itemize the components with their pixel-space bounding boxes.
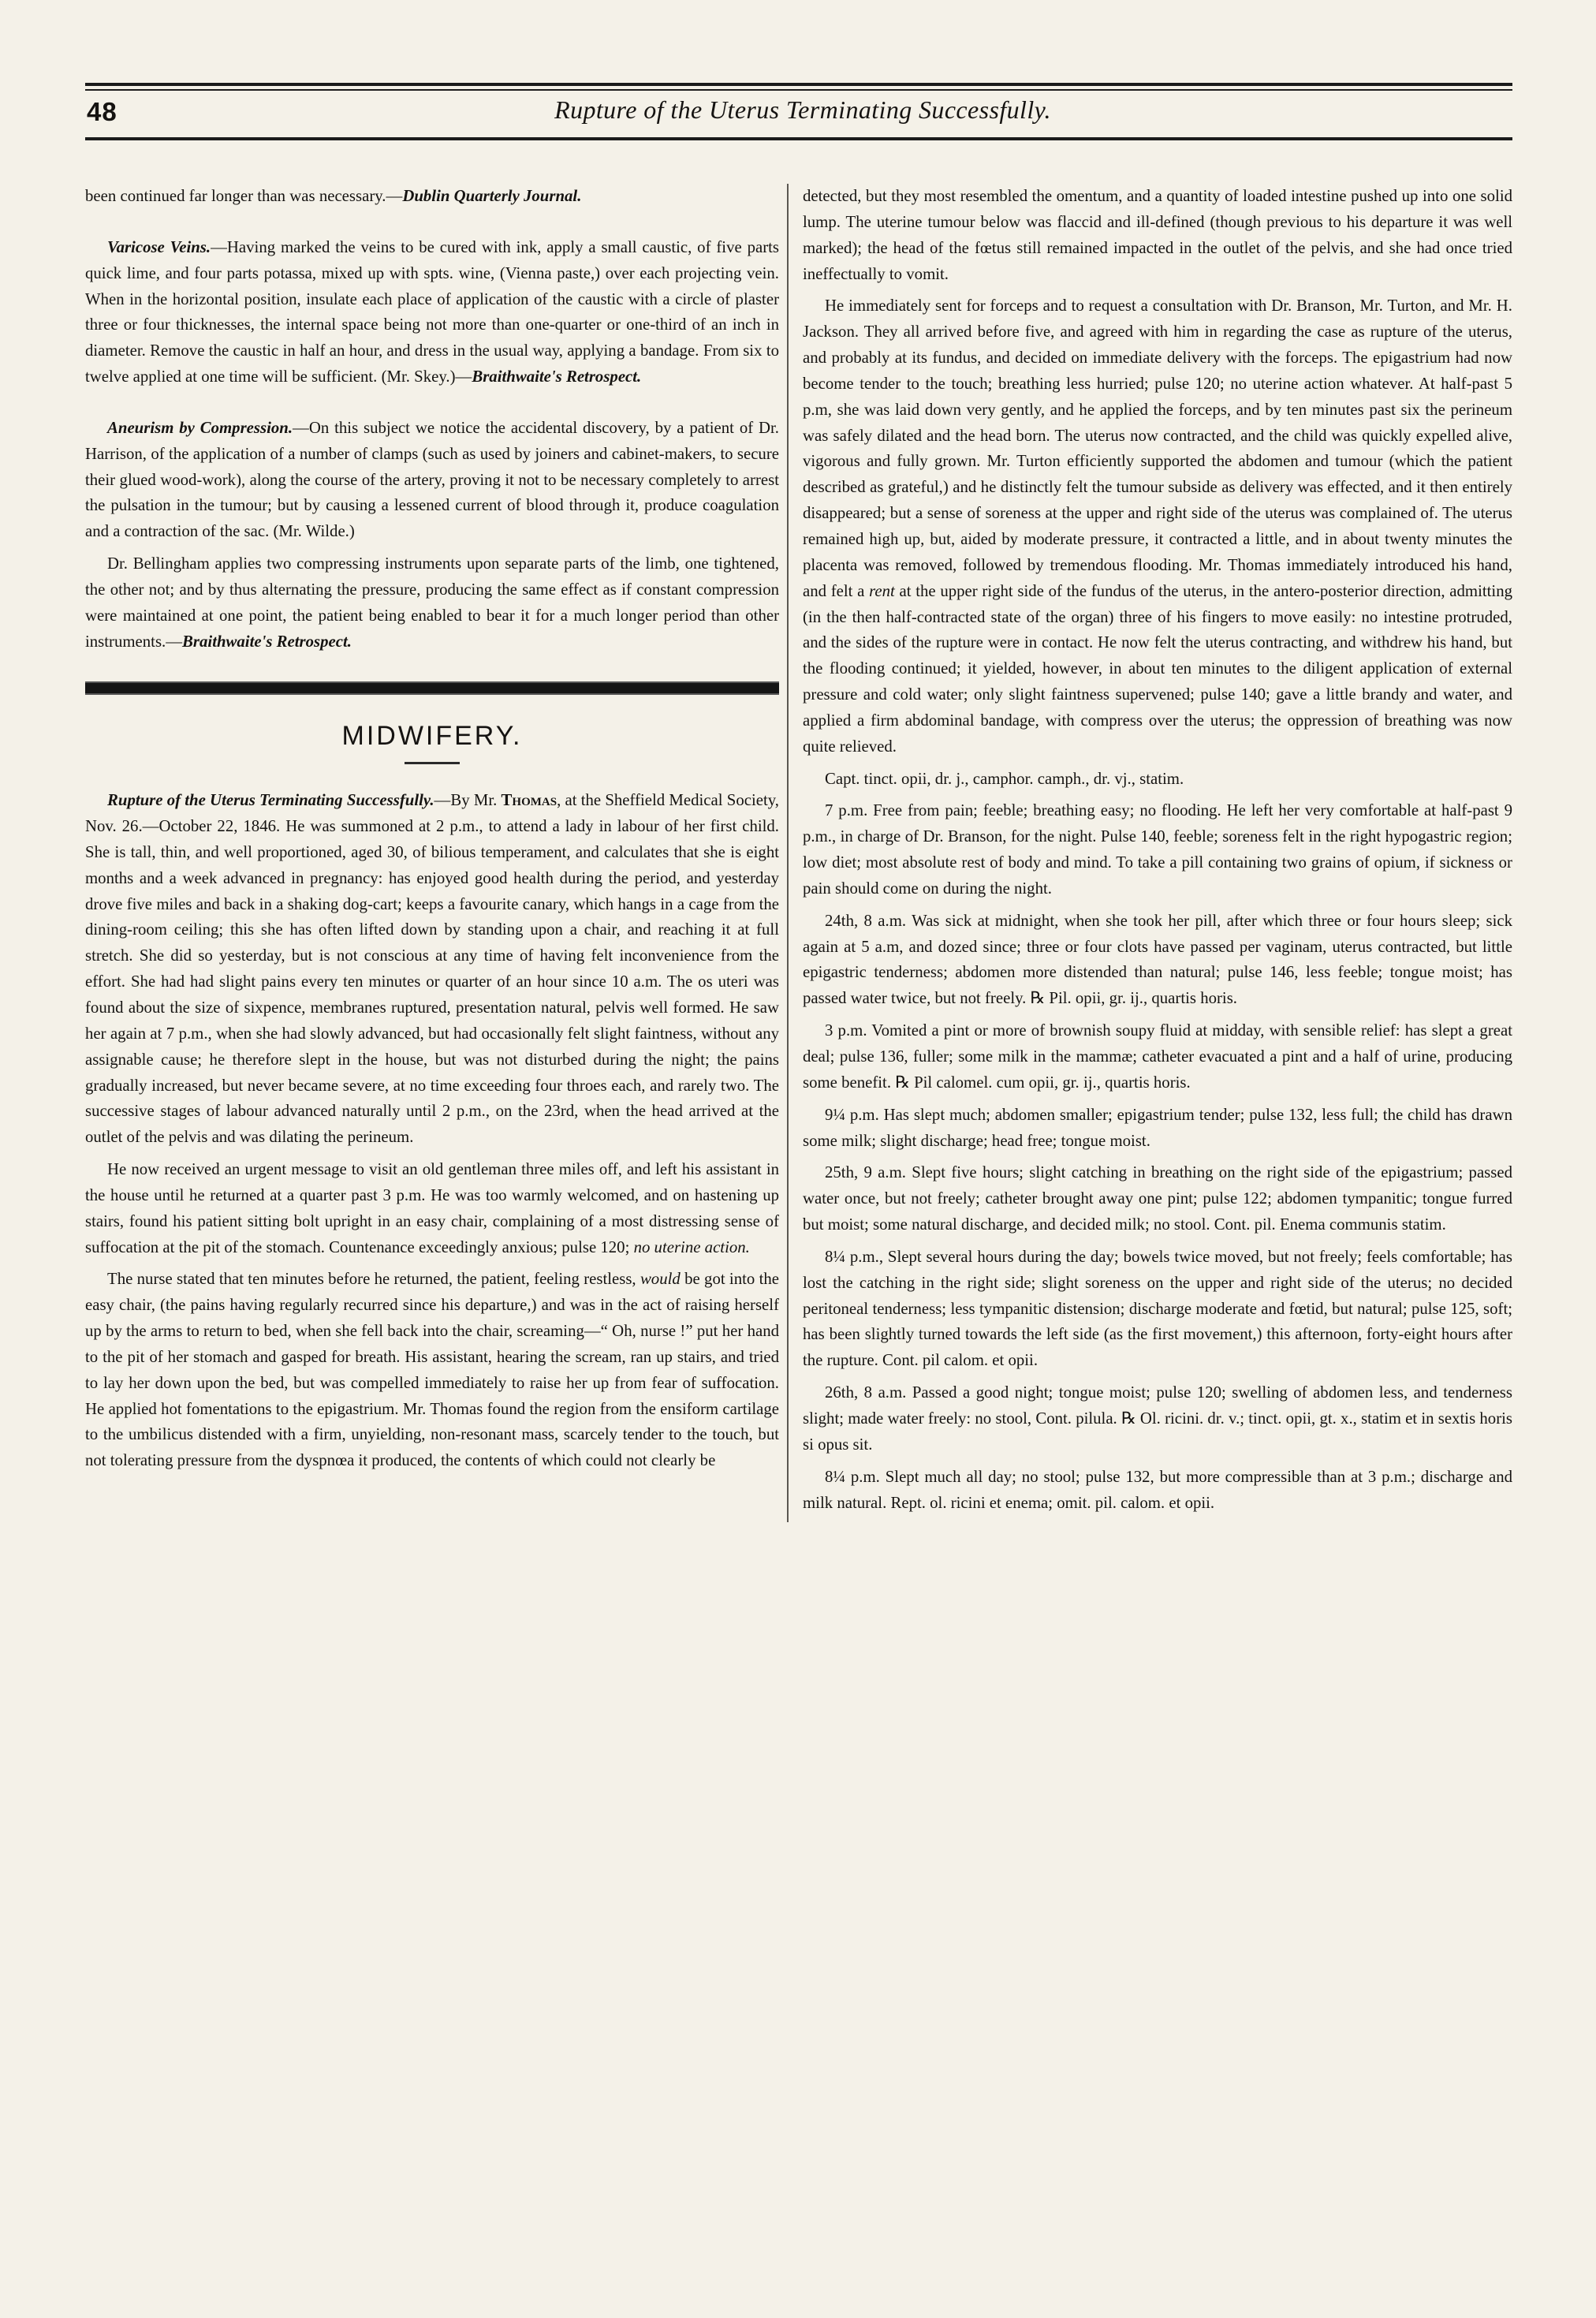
running-title: Rupture of the Uterus Terminating Successfully. xyxy=(554,95,1051,124)
article-author: Thomas xyxy=(501,791,557,810)
left-opening-text: been continued far longer than was necessary.— xyxy=(85,187,403,205)
varicose-veins-paragraph xyxy=(85,235,779,390)
varicose-veins-text: —Having marked the veins to be cured with ink, apply a small caustic, of five parts quick lime, and four parts potassa, mixed up with spts. wine, (Vienna paste,) over each projecting vein. When in the horizontal position, insulate each place of application of the caustic with a circle of plaster three or four thicknesses, the internal space being not more than one-quarter or one-third of an inch in diameter. Remove the caustic in half an hour, and dress in the usual way, applying a bandage. From six to twelve applied at one time will be sufficient. (Mr. Skey.)— xyxy=(85,237,779,386)
right-column xyxy=(787,184,1512,1522)
article-lead-text: , at the Sheffield Medical Society, Nov. 26.—October 22, 1846. He was summoned at 2 p.m., to attend a lady in labour of her first child. She is tall, thin, and well proportioned, aged 30, of bilious temperament, and calculates that she is eight months and a week advanced in pregnancy: has enjoyed good health during the period, and yesterday drove five miles and back in a shaking dog-cart; keeps a favourite canary, which hangs in a cage from the dining-room ceiling; this she has often lifted down by standing upon a chair, and reaching it at full stretch. She did so yesterday, but is not conscious at any time of having felt inconvenience from the effort. She had had slight pains every ten minutes or quarter of an hour since 10 a.m. The os uteri was found about the size of sixpence, membranes ruptured, presentation natural, pelvis well formed. He saw her again at 7 p.m., when she had slowly advanced, but had occasionally felt slight faintness, without any assignable cause; he therefore slept in the house, but was not disturbed during the night; the pains gradually increased, but never became severe, at no time exceeding four throes each, and rarely two. The successive stages of labour advanced naturally until 2 p.m., on the 23rd, when the head arrived at the outlet of the pelvis and was dilating the perineum. xyxy=(85,791,779,1147)
right-paragraph-2-emphasis: rent xyxy=(869,581,895,600)
left-paragraph-2-text: He now received an urgent message to visit an old gentleman three miles off, and left his assistant in the house until he returned at a quarter past 3 p.m. He was too warmly welcomed, and on hastening up stairs, found his patient sitting bolt upright in an easy chair, complaining of a most distressing sense of suffocation at the pit of the stomach. Countenance exceedingly anxious; pulse 120; xyxy=(85,1160,779,1256)
spacer xyxy=(85,216,779,235)
case-note-3pm: 3 p.m. Vomited a pint or more of brownish soupy fluid at midday, with sensible relief: has slept a great deal; pulse 136, fuller; some milk in the mammæ; catheter evacuated a pint and a half of urine, producing some benefit. ℞ Pil calomel. cum opii, gr. ij., quartis horis. xyxy=(803,1021,1512,1092)
left-paragraph-3-emphasis: would xyxy=(640,1270,681,1289)
bellingham-paragraph xyxy=(85,551,779,655)
spacer xyxy=(85,397,779,416)
varicose-veins-source: Braithwaite's Retrospect. xyxy=(472,368,642,386)
left-paragraph-2 xyxy=(85,1157,779,1260)
dublin-journal-source: Dublin Quarterly Journal. xyxy=(402,187,582,205)
heading-underline xyxy=(405,762,460,764)
left-paragraph-3-text-b: be got into the easy chair, (the pains having regularly recurred since his departure,) and was in the act of raising herself up by the arms to return to bed, when she fell back into the chair, screaming—“ Oh, nurse !” put her hand to the pit of her stomach and gasped for breath. His assistant, hearing the scream, ran up stairs, and tried to lay her down upon the bed, but was compelled immediately to raise her up from fear of suffocation. He applied hot fomentations to the epigastrium. Mr. Thomas found the region from the ensiform cartilage to the umbilicus distended with a firm, unyielding, non-resonant mass, scarcely tender to the touch, but not tolerating pressure from the dyspnœa it produced, the contents of which could not clearly be xyxy=(85,1270,779,1470)
bellingham-text: Dr. Bellingham applies two compressing instruments upon separate parts of the limb, one tightened, the other not; and by thus alternating the pressure, producing the same effect as if constant compression were maintained at one point, the patient being enabled to bear it for a much longer period than other instruments.— xyxy=(85,554,779,651)
right-paragraph-2-text-b: at the upper right side of the fundus of the uterus, in the antero-posterior direction, admitting (in the then half-contracted state of the organ) three of his fingers to move easily: no intestine protruded, and the sides of the rupture were in contact. He now felt the uterus contracting, and withdrew his hand, but the flooding continued; it yielded, however, in about ten minutes to the diligent application of external pressure and cold water; only slight faintness supervened; pulse 140; gave a little brandy and water, and applied a firm abdominal bandage, with compress over the uterus; the oppression of breathing was now quite relieved. xyxy=(803,581,1512,756)
left-paragraph-2-emphasis: no uterine action. xyxy=(633,1237,750,1256)
left-paragraph-3-text-a: The nurse stated that ten minutes before he returned, the patient, feeling restless, xyxy=(107,1270,640,1289)
article-title: Rupture of the Uterus Terminating Successfully. xyxy=(107,791,434,810)
article-author-prefix: —By Mr. xyxy=(434,791,498,810)
section-divider xyxy=(85,681,779,695)
case-note-7pm: 7 p.m. Free from pain; feeble; breathing easy; no flooding. He left her very comfortable at half-past 9 p.m., in charge of Dr. Branson, for the night. Pulse 140, feeble; soreness felt in the right hypogastric region; low diet; most absolute rest of body and mind. To take a pill containing two grains of opium, if sickness or pain should come on during the night. xyxy=(803,801,1512,898)
aneurism-title: Aneurism by Compression. xyxy=(107,418,293,437)
bellingham-source: Braithwaite's Retrospect. xyxy=(182,632,352,651)
newspaper-page xyxy=(85,83,1512,2244)
left-paragraph-3 xyxy=(85,1267,779,1474)
right-paragraph-2-text-a: He immediately sent for forceps and to request a consultation with Dr. Branson, Mr. Turton, and Mr. H. Jackson. They all arrived before five, and agreed with him in regarding the case as rupture of the uterus, and probably at its fundus, and decided on immediate delivery with the forceps. The epigastrium had now become tender to the touch; breathing less hurried; pulse 120; no uterine action whatever. At half-past 5 p.m, she was laid down very gently, and he applied the forceps, and by ten minutes past six the perineum was safely dilated and the head born. The uterus now contracted, and the child was quickly expelled alive, vigorous and fully grown. Mr. Turton efficiently supported the abdomen and tumour (which the patient described as grateful,) and he distinctly felt the tumour subside as delivery was effected, and it then entirely disappeared; but a sense of soreness at the upper and right side of the uterus was complained of. The uterus remained high up, but, aided by moderate pressure, it contracted a little, and in about twenty minutes the placenta was removed, followed by tremendous flooding. Mr. Thomas immediately introduced his hand, and felt a xyxy=(803,297,1512,600)
case-note-8-1-4pm: 8¼ p.m., Slept several hours during the day; bowels twice moved, but not freely; feels comfortable; has lost the catching in the right side; slight soreness on the upper and right side of the uterus; no decided peritoneal tenderness; less tympanitic distension; discharge moderate and fœtid, but natural; pulse 125, soft; has been slightly turned towards the left side (as the first movement,) this afternoon, forty-eight hours after the rupture. Cont. pil calom. et opii. xyxy=(803,1247,1512,1370)
left-opening-paragraph xyxy=(85,184,779,210)
top-rule xyxy=(85,83,1512,86)
prescription-1: Capt. tinct. opii, dr. j., camphor. camph., dr. vj., statim. xyxy=(825,769,1184,788)
case-note-24th-8am: 24th, 8 a.m. Was sick at midnight, when she took her pill, after which three or four hours sleep; sick again at 5 a.m, and dozed since; three or four clots have passed per vaginam, uterus contracted, but little epigastric tenderness; abdomen more distended than natural; pulse 146, less feeble; tongue moist; has passed water twice, but not freely. ℞ Pil. opii, gr. ij., quartis horis. xyxy=(803,911,1512,1008)
page-header xyxy=(85,97,1512,138)
aneurism-text: —On this subject we notice the accidental discovery, by a patient of Dr. Harrison, of the application of a number of clamps (such as used by joiners and cabinet-makers, to secure their glued wood-work), along the course of the artery, proving it not to be necessary completely to arrest the pulsation in the tumour; but by causing a lessened current of blood through it, produce coagulation and a contraction of the sac. (Mr. Wilde.) xyxy=(85,418,779,541)
right-paragraph-1: detected, but they most resembled the omentum, and a quantity of loaded intestine pushed up into one solid lump. The uterine tumour below was flaccid and ill-defined (though previous to his departure it was well marked); the head of the fœtus still remained impacted in the outlet of the pelvis, and she had once tried ineffectually to vomit. xyxy=(803,187,1512,283)
case-note-9-1-4pm: 9¼ p.m. Has slept much; abdomen smaller; epigastrium tender; pulse 132, less full; the child has drawn some milk; slight discharge; head free; tongue moist. xyxy=(803,1105,1512,1150)
left-column xyxy=(85,184,779,1480)
header-rule xyxy=(85,137,1512,140)
right-paragraph-2 xyxy=(803,293,1512,760)
page-number: 48 xyxy=(87,97,117,126)
midwifery-heading: MIDWIFERY. xyxy=(341,720,523,751)
top-thin-rule xyxy=(85,89,1512,91)
article-lead-paragraph xyxy=(85,788,779,1151)
case-note-final: 8¼ p.m. Slept much all day; no stool; pulse 132, but more compressible than at 3 p.m.; discharge and milk natural. Rept. ol. ricini et enema; omit. pil. calom. et opii. xyxy=(803,1467,1512,1512)
aneurism-paragraph xyxy=(85,416,779,545)
varicose-veins-title: Varicose Veins. xyxy=(107,237,211,256)
case-note-26th-8am: 26th, 8 a.m. Passed a good night; tongue moist; pulse 120; swelling of abdomen less, and tenderness slight; made water freely: no stool, Cont. pilula. ℞ Ol. ricini. dr. v.; tinct. opii, gt. x., statim et in sextis horis si opus sit. xyxy=(803,1383,1512,1454)
case-note-25th-9am: 25th, 9 a.m. Slept five hours; slight catching in breathing on the right side of the epigastrium; passed water once, but not freely; catheter brought away one pint; pulse 122; abdomen tympanitic; tongue furred but moist; some natural discharge, and decided milk; no stool. Cont. pil. Enema communis statim. xyxy=(803,1163,1512,1234)
